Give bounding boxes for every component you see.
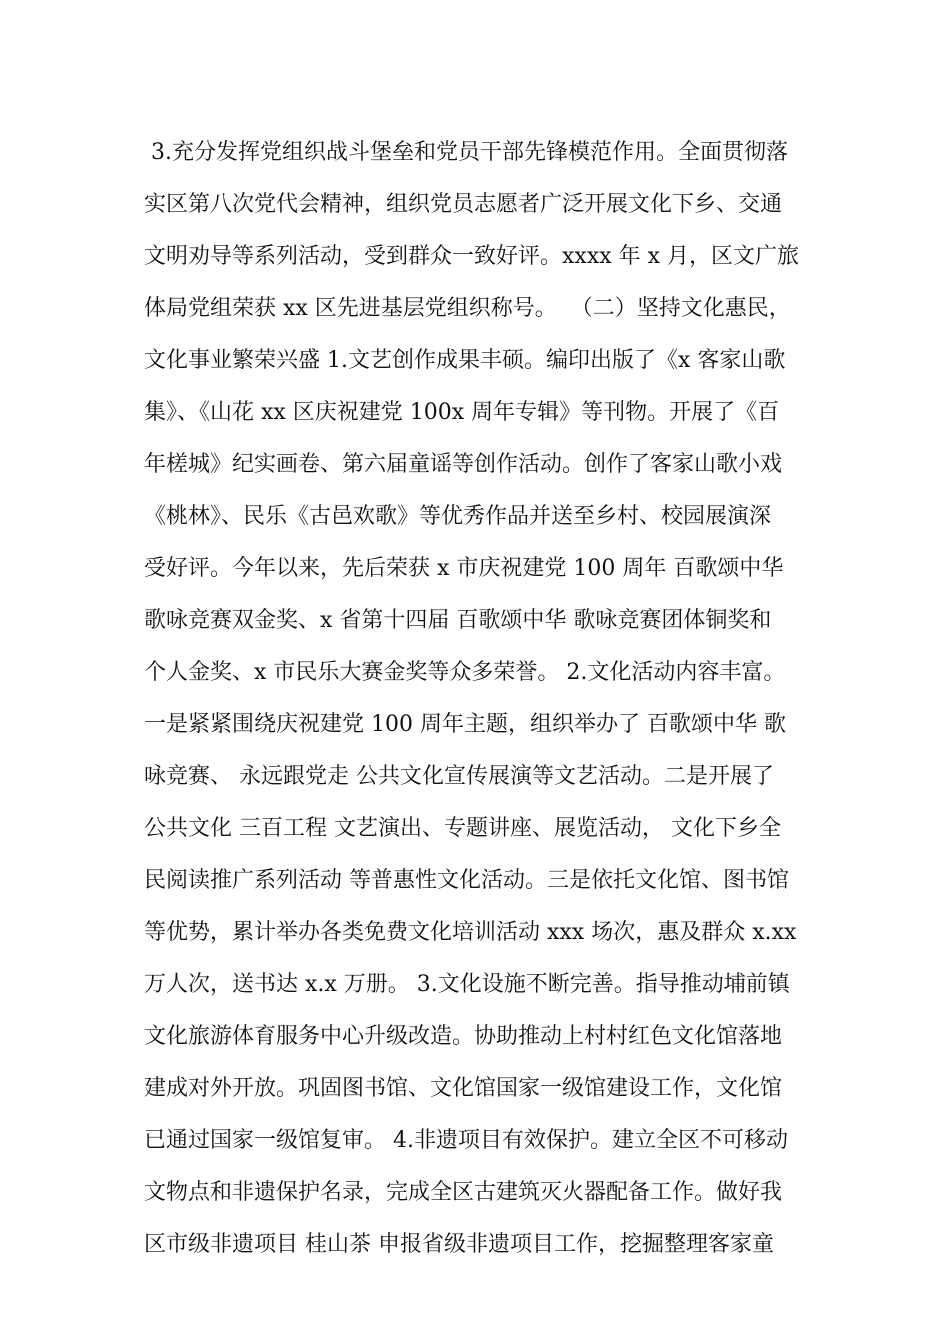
text-line: 集》、《山花 xx 区庆祝建党 100x 周年专辑》等刊物。开展了《百 <box>144 400 780 425</box>
text-line: 体局党组荣获 xx 区先进基层党组织称号。 （二）坚持文化惠民， <box>144 296 791 321</box>
text-line: 万人次，送书达 x.x 万册。 3.文化设施不断完善。指导推动埔前镇 <box>144 972 790 997</box>
text-line: 一是紧紧围绕庆祝建党 100 周年主题，组织举办了 百歌颂中华 歌 <box>144 712 786 737</box>
text-line: 受好评。今年以来，先后荣获 x 市庆祝建党 100 周年 百歌颂中华 <box>144 556 784 581</box>
text-line: 区市级非遗项目 桂山茶 申报省级非遗项目工作，挖掘整理客家童 <box>144 1232 774 1257</box>
text-line: 实区第八次党代会精神，组织党员志愿者广泛开展文化下乡、交通 <box>144 192 783 217</box>
text-line: 《桃林》、民乐《古邑欢歌》等优秀作品并送至乡村、校园展演深 <box>144 504 772 529</box>
text-line: 文物点和非遗保护名录，完成全区古建筑灭火器配备工作。做好我 <box>144 1180 783 1205</box>
text-line: 歌咏竞赛双金奖、x 省第十四届 百歌颂中华 歌咏竞赛团体铜奖和 <box>144 608 772 633</box>
text-line: 年槎城》纪实画卷、第六届童谣等创作活动。创作了客家山歌小戏 <box>144 452 783 477</box>
text-line: 3.充分发挥党组织战斗堡垒和党员干部先锋模范作用。全面贯彻落 <box>144 140 788 165</box>
text-line: 民阅读推广系列活动 等普惠性文化活动。三是依托文化馆、图书馆 <box>144 868 789 893</box>
text-line: 已通过国家一级馆复审。 4.非遗项目有效保护。建立全区不可移动 <box>144 1128 788 1153</box>
text-line: 咏竞赛、 永远跟党走 公共文化宣传展演等文艺活动。二是开展了 <box>144 764 774 789</box>
text-line: 等优势，累计举办各类免费文化培训活动 xxx 场次，惠及群众 x.xx <box>144 920 797 945</box>
text-line: 文明劝导等系列活动，受到群众一致好评。xxxx 年 x 月，区文广旅 <box>144 244 800 269</box>
text-line: 文化旅游体育服务中心升级改造。协助推动上村村红色文化馆落地 <box>144 1024 783 1049</box>
text-line: 个人金奖、x 市民乐大赛金奖等众多荣誉。 2.文化活动内容丰富。 <box>144 660 786 685</box>
text-line: 公共文化 三百工程 文艺演出、专题讲座、展览活动， 文化下乡全 <box>144 816 781 841</box>
text-line: 建成对外开放。巩固图书馆、文化馆国家一级馆建设工作，文化馆 <box>144 1076 783 1101</box>
text-line: 文化事业繁荣兴盛 1.文艺创作成果丰硕。编印出版了《x 客家山歌 <box>144 348 786 373</box>
